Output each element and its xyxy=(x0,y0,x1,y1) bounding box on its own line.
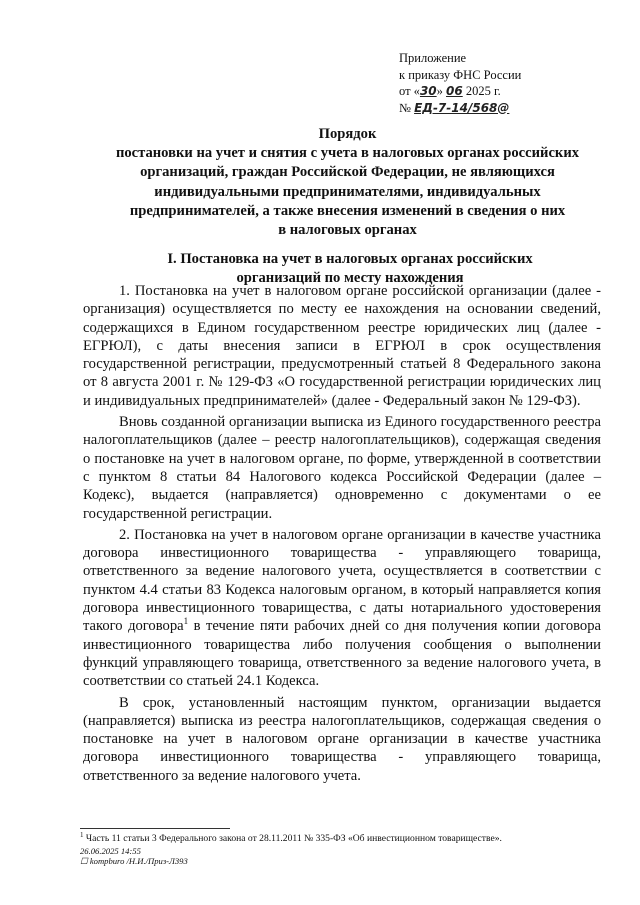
title-line: предпринимателей, а также внесения изменений в сведения о них xyxy=(129,202,566,219)
appendix-label: Приложение xyxy=(399,51,467,65)
footnote-divider xyxy=(80,828,230,829)
print-metadata xyxy=(80,846,188,866)
order-number-handwritten: ЕД-7-14/568@ xyxy=(414,100,510,115)
section-heading-line: I. Постановка на учет в налоговых органах российских xyxy=(167,251,533,267)
footnote-number: 1 xyxy=(80,830,84,839)
section-heading-line: организаций по месту нахождения xyxy=(236,269,464,286)
appendix-header xyxy=(399,50,521,116)
title-line: в налоговых органах xyxy=(278,222,417,239)
title-line: индивидуальными предпринимателями, индивидуальных xyxy=(154,183,541,200)
document-title xyxy=(95,125,600,240)
paragraph-4: В срок, установленный настоящим пунктом, организации выдается (направляется) выписка из реестра налогоплательщиков, содержащая сведения о постановке на учет в налоговом органе организации в качестве участника договора инвестиционного товарищества - управляющего товарища, ответственного за ведение налогового учета. xyxy=(83,694,601,784)
file-path: ☐ kompburo /Н.И./Приз-Л393 xyxy=(80,856,188,866)
date-year: 2025 г. xyxy=(462,84,501,98)
title-word: Порядок xyxy=(318,126,377,142)
title-line: постановки на учет и снятия с учета в налоговых органах российских xyxy=(115,145,580,162)
footnote xyxy=(80,830,600,844)
date-prefix: от « xyxy=(399,84,420,98)
footnote-text: Часть 11 статьи 3 Федерального закона от 28.11.2011 № 335-ФЗ «Об инвестиционном товариществе». xyxy=(83,833,502,844)
document-body xyxy=(83,282,601,788)
appendix-order-ref: к приказу ФНС России xyxy=(399,67,522,82)
title-line: организаций, граждан Российской Федерации, не являющихся xyxy=(140,164,555,181)
appendix-number xyxy=(399,100,521,117)
print-timestamp: 26.06.2025 14:55 xyxy=(80,846,141,856)
paragraph-3-text-cont: в течение пяти рабочих дней со дня получения копии договора инвестиционного товарищества либо получения сообщения о выполнении функций управляющего товарища, ответственного за ведение налогового учета, в соответствии со статьей 24.1 Кодекса. xyxy=(83,618,601,690)
appendix-date xyxy=(399,83,521,100)
paragraph-3-text: 2. Постановка на учет в налоговом органе организации в качестве участника договора инвестиционного товарищества - управляющего товарища, ответственного за ведение налогового учета, осуществляется в соответствии с пунктом 4.4 статьи 83 Кодекса налоговым органом, в который направляется копия договора инвестиционного товарищества, с даты нотариального удостоверения такого договора xyxy=(83,526,601,635)
footnote-ref[interactable]: 1 xyxy=(183,616,189,627)
paragraph-3 xyxy=(83,526,601,691)
paragraph-2: Вновь созданной организации выписка из Единого государственного реестра налогоплательщиков (далее – реестр налогоплательщиков), содержащая сведения о постановке на учет в налоговом органе, по форме, утвержденной в соответствии с пунктом 8 статьи 84 Налогового кодекса Российской Федерации (далее – Кодекс), выдается (направляется) одновременно с документами о ее государственной регистрации. xyxy=(83,414,601,522)
date-month-handwritten: 06 xyxy=(446,84,463,98)
date-mid: » xyxy=(436,84,447,98)
date-day-handwritten: 30 xyxy=(419,84,437,98)
number-prefix: № xyxy=(399,100,415,115)
paragraph-1: 1. Постановка на учет в налоговом органе российской организации (далее - организация) осуществляется по месту ее нахождения на основании сведений, содержащихся в Едином государственном реестре юридических лиц (далее - ЕГРЮЛ), с даты внесения записи в ЕГРЮЛ в срок осуществления государственной регистрации, предусмотренный статьей 8 Федерального закона от 8 августа 2001 г. № 129-ФЗ «О государственной регистрации юридических лиц и индивидуальных предпринимателей» (далее - Федеральный закон № 129-ФЗ). xyxy=(83,283,601,409)
